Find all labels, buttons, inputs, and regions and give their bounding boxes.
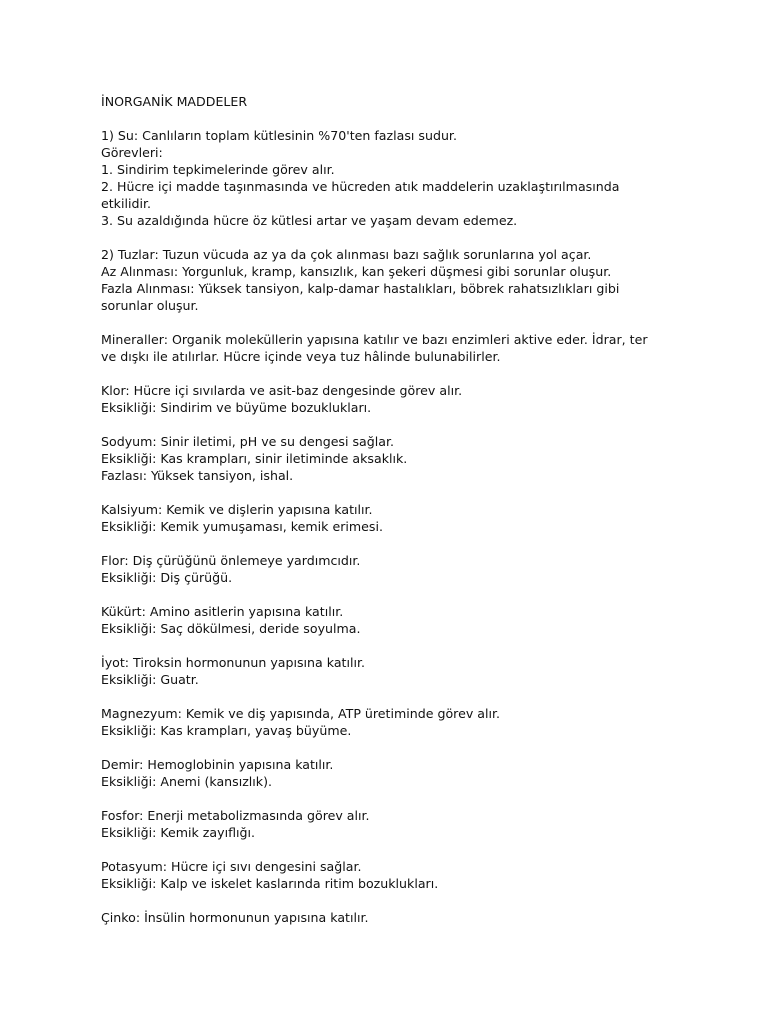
paragraph-gap <box>101 586 701 603</box>
paragraph <box>101 127 701 229</box>
paragraph-gap <box>101 790 701 807</box>
paragraph-gap <box>101 535 701 552</box>
text-line: Eksikliği: Kas krampları, yavaş büyüme. <box>101 723 352 738</box>
paragraph <box>101 807 701 841</box>
text-line: sorunlar oluşur. <box>101 298 199 313</box>
paragraph-gap <box>101 688 701 705</box>
text-line: Çinko: İnsülin hormonunun yapısına katılır. <box>101 910 369 925</box>
paragraph <box>101 858 701 892</box>
text-line: Kalsiyum: Kemik ve dişlerin yapısına katılır. <box>101 502 373 517</box>
text-line: Eksikliği: Diş çürüğü. <box>101 570 233 585</box>
text-line: 1. Sindirim tepkimelerinde görev alır. <box>101 162 335 177</box>
text-line: Flor: Diş çürüğünü önlemeye yardımcıdır. <box>101 553 361 568</box>
paragraph <box>101 756 701 790</box>
paragraph-gap <box>101 841 701 858</box>
document-page <box>101 93 701 926</box>
paragraph-gap <box>101 637 701 654</box>
text-line: ve dışkı ile atılırlar. Hücre içinde veya tuz hâlinde bulunabilirler. <box>101 349 501 364</box>
text-line: Eksikliği: Guatr. <box>101 672 199 687</box>
text-line: Eksikliği: Kemik zayıflığı. <box>101 825 255 840</box>
paragraph <box>101 246 701 314</box>
text-line: Sodyum: Sinir iletimi, pH ve su dengesi sağlar. <box>101 434 395 449</box>
text-line: 2. Hücre içi madde taşınmasında ve hücreden atık maddelerin uzaklaştırılmasında <box>101 179 620 194</box>
paragraph-gap <box>101 314 701 331</box>
paragraph-gap <box>101 365 701 382</box>
text-line: Eksikliği: Anemi (kansızlık). <box>101 774 273 789</box>
text-line: Mineraller: Organik moleküllerin yapısına katılır ve bazı enzimleri aktive eder. İdrar, ter <box>101 332 648 347</box>
text-line: Magnezyum: Kemik ve diş yapısında, ATP üretiminde görev alır. <box>101 706 501 721</box>
text-line: etkilidir. <box>101 196 151 211</box>
paragraph <box>101 603 701 637</box>
paragraph-gap <box>101 110 701 127</box>
text-line: 3. Su azaldığında hücre öz kütlesi artar ve yaşam devam edemez. <box>101 213 518 228</box>
paragraph <box>101 382 701 416</box>
text-line: Klor: Hücre içi sıvılarda ve asit-baz dengesinde görev alır. <box>101 383 463 398</box>
document-title: İNORGANİK MADDELER <box>101 94 248 109</box>
document-body <box>101 127 701 926</box>
text-line: Eksikliği: Sindirim ve büyüme bozuklukları. <box>101 400 372 415</box>
paragraph-gap <box>101 739 701 756</box>
text-line: Eksikliği: Saç dökülmesi, deride soyulma. <box>101 621 361 636</box>
paragraph-gap <box>101 892 701 909</box>
text-line: Görevleri: <box>101 145 163 160</box>
paragraph <box>101 654 701 688</box>
paragraph <box>101 501 701 535</box>
text-line: Kükürt: Amino asitlerin yapısına katılır. <box>101 604 344 619</box>
text-line: Fosfor: Enerji metabolizmasında görev alır. <box>101 808 370 823</box>
text-line: Potasyum: Hücre içi sıvı dengesini sağlar. <box>101 859 362 874</box>
paragraph <box>101 705 701 739</box>
paragraph-gap <box>101 229 701 246</box>
text-line: Fazla Alınması: Yüksek tansiyon, kalp-damar hastalıkları, böbrek rahatsızlıkları gibi <box>101 281 620 296</box>
text-line: Eksikliği: Kalp ve iskelet kaslarında ritim bozuklukları. <box>101 876 439 891</box>
paragraph-gap <box>101 484 701 501</box>
text-line: 1) Su: Canlıların toplam kütlesinin %70'ten fazlası sudur. <box>101 128 457 143</box>
text-line: Az Alınması: Yorgunluk, kramp, kansızlık, kan şekeri düşmesi gibi sorunlar oluşur. <box>101 264 612 279</box>
text-line: Demir: Hemoglobinin yapısına katılır. <box>101 757 334 772</box>
text-line: 2) Tuzlar: Tuzun vücuda az ya da çok alınması bazı sağlık sorunlarına yol açar. <box>101 247 592 262</box>
paragraph <box>101 331 701 365</box>
paragraph <box>101 552 701 586</box>
paragraph-gap <box>101 416 701 433</box>
text-line: Eksikliği: Kas krampları, sinir iletiminde aksaklık. <box>101 451 408 466</box>
text-line: Fazlası: Yüksek tansiyon, ishal. <box>101 468 294 483</box>
paragraph <box>101 433 701 484</box>
text-line: İyot: Tiroksin hormonunun yapısına katılır. <box>101 655 366 670</box>
text-line: Eksikliği: Kemik yumuşaması, kemik erimesi. <box>101 519 383 534</box>
paragraph <box>101 909 701 926</box>
